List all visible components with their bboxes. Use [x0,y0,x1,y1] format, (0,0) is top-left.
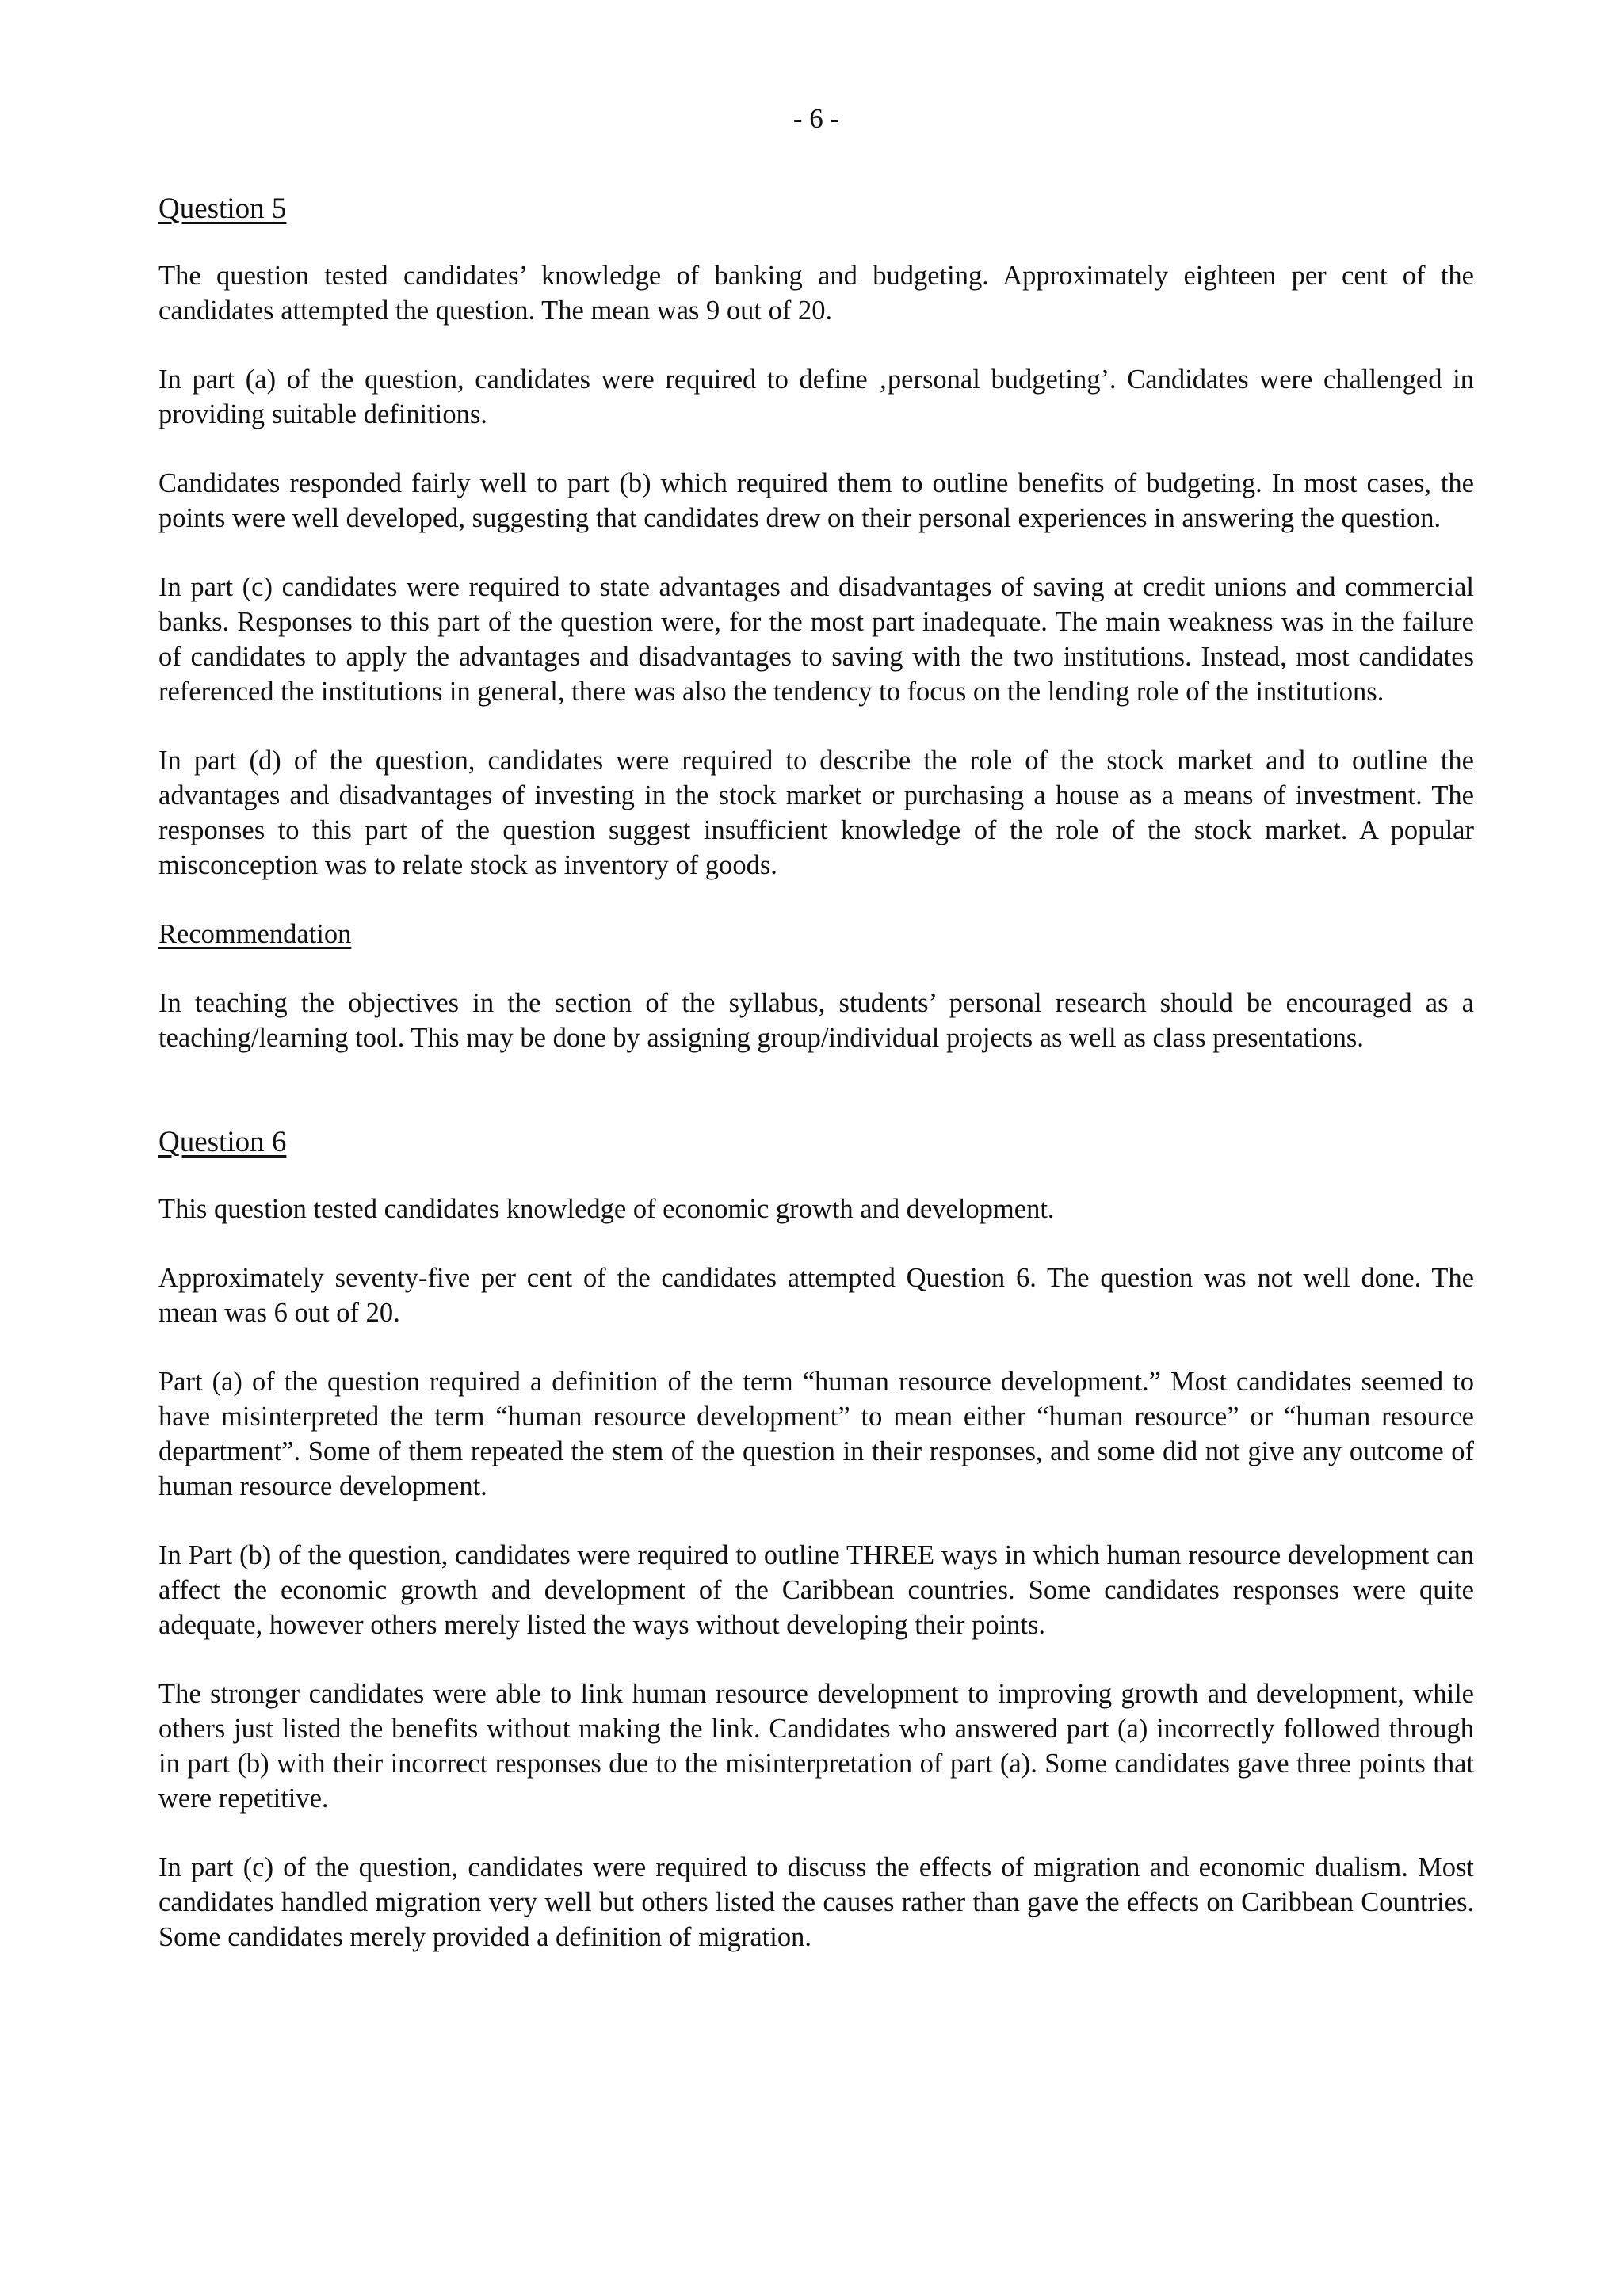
page-number: - 6 - [792,103,840,134]
question-5-heading: Question 5 [158,193,287,225]
question-6-section [158,1125,1474,1955]
question-6-paragraph-3: Part (a) of the question required a definition of the term “human resource development.” Most candidates seemed to have misinterpreted the term “human resource development” to mean either “human resource” or “human resource department”. Some of them repeated the stem of the question in their responses, and some did not give any outcome of human resource development. [158,1367,1474,1501]
question-6-paragraph-4: In Part (b) of the question, candidates were required to outline THREE ways in which human resource development can affect the economic growth and development of the Caribbean countries. Some candidates responses were quite adequate, however others merely listed the ways without developing their points. [158,1540,1474,1640]
question-6-paragraph-6: In part (c) of the question, candidates were required to discuss the effects of migration and economic dualism. Most candidates handled migration very well but others listed the causes rather than gave the effects on Caribbean Countries. Some candidates merely provided a definition of migration. [158,1852,1474,1952]
recommendation-heading: Recommendation [158,919,352,949]
section-spacer [158,1089,1474,1125]
question-5-paragraph-3: Candidates responded fairly well to part (b) which required them to outline benefits of budgeting. In most cases, the points were well developed, suggesting that candidates drew on their personal experiences in answering the question. [158,468,1474,533]
page-content [158,101,1474,1989]
question-5-paragraph-1: The question tested candidates’ knowledge of banking and budgeting. Approximately eighteen per cent of the candidates attempted the question. The mean was 9 out of 20. [158,261,1474,326]
question-5-section [158,192,1474,1055]
question-5-paragraph-4: In part (c) candidates were required to state advantages and disadvantages of saving at credit unions and commercial banks. Responses to this part of the question were, for the most part inadequate. The main weakness was in the failure of candidates to apply the advantages and disadvantages to saving with the two institutions. Instead, most candidates referenced the institutions in general, there was also the tendency to focus on the lending role of the institutions. [158,572,1474,707]
question-5-paragraph-2: In part (a) of the question, candidates were required to define ‚personal budgeting’. Candidates were challenged in providing suitable definitions. [158,364,1474,429]
question-6-paragraph-5: The stronger candidates were able to link human resource development to improving growth and development, while others just listed the benefits without making the link. Candidates who answered part (a) incorrectly followed through in part (b) with their incorrect responses due to the misinterpretation of part (a). Some candidates gave three points that were repetitive. [158,1679,1474,1814]
question-6-paragraph-2: Approximately seventy-five per cent of the candidates attempted Question 6. The question was not well done. The mean was 6 out of 20. [158,1263,1474,1328]
question-6-paragraph-1: This question tested candidates knowledge of economic growth and development. [158,1194,1055,1224]
question-6-heading: Question 6 [158,1126,287,1158]
question-5-paragraph-5: In part (d) of the question, candidates were required to describe the role of the stock market and to outline the advantages and disadvantages of investing in the stock market or purchasing a house as a means of investment. The responses to this part of the question suggest insufficient knowledge of the role of the stock market. A popular misconception was to relate stock as inventory of goods. [158,746,1474,880]
recommendation-paragraph: In teaching the objectives in the section of the syllabus, students’ personal research should be encouraged as a teaching/learning tool. This may be done by assigning group/individual projects as well as class presentations. [158,988,1474,1053]
